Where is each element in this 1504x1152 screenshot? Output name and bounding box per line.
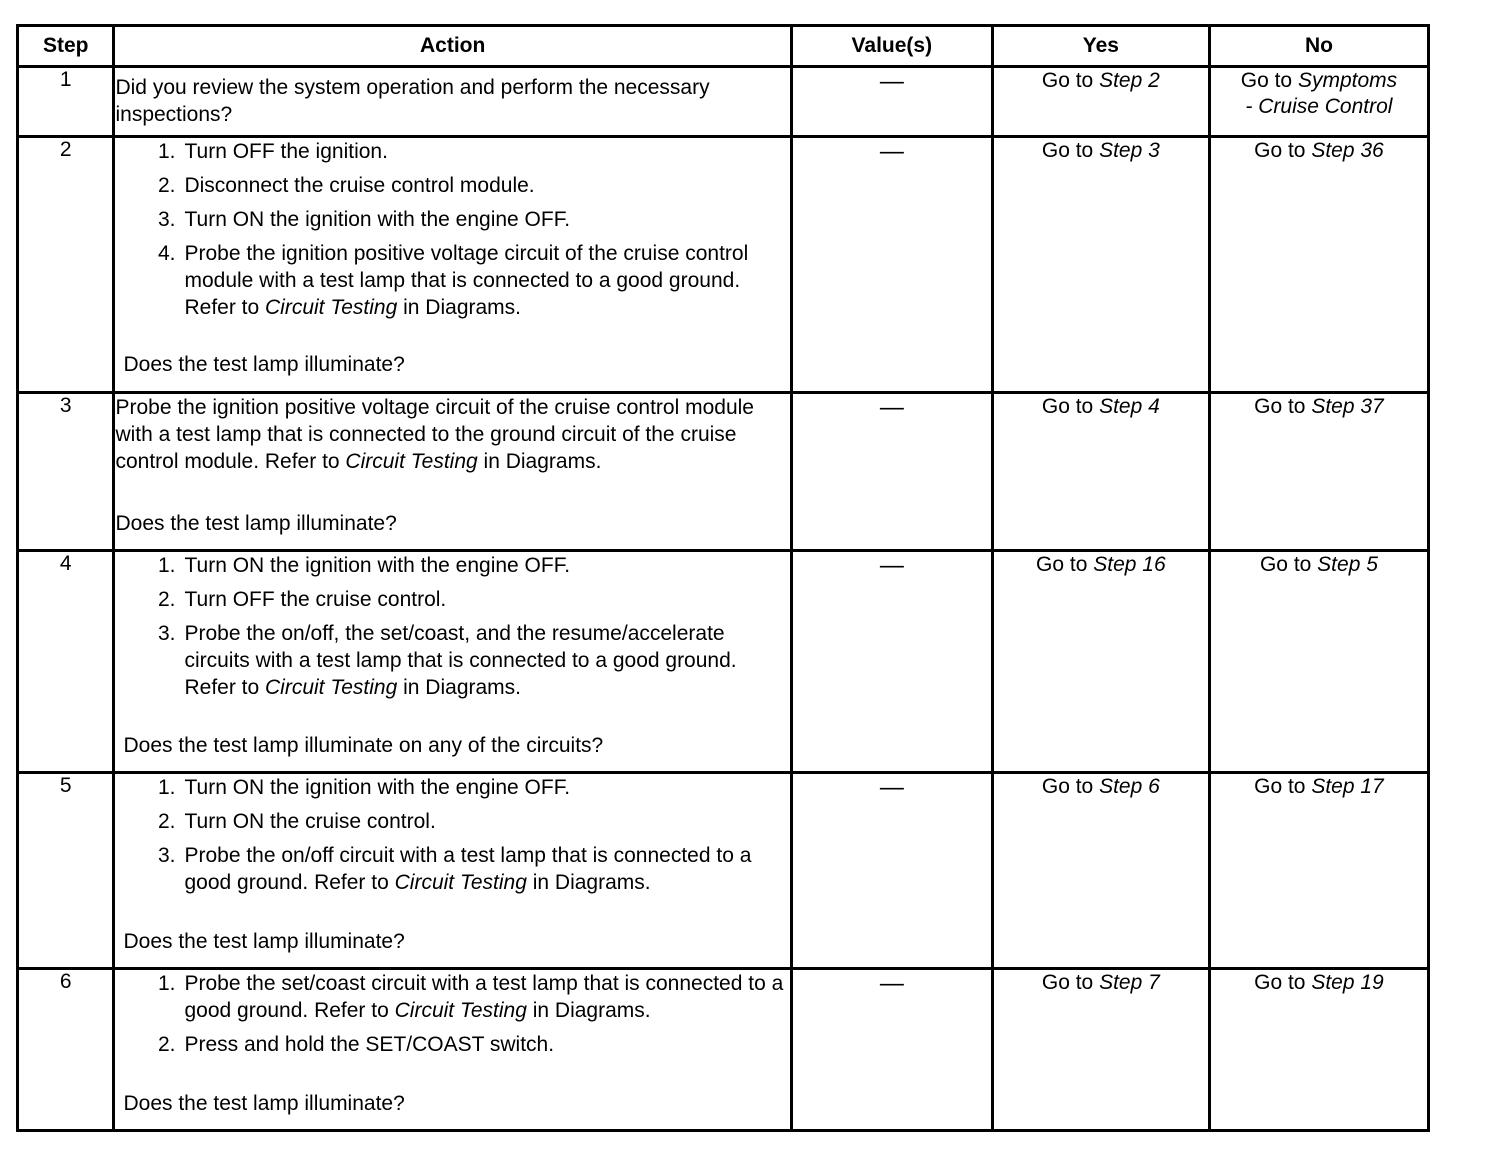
action-cell <box>114 393 791 551</box>
yes-cell: Go to Step 7 <box>992 969 1209 1131</box>
no-cell: Go to Step 5 <box>1209 551 1428 773</box>
circuit-testing-ref[interactable]: Circuit Testing <box>394 871 527 894</box>
no-cell: Go to Step 36 <box>1209 137 1428 393</box>
list-item: 1. Turn OFF the ignition. <box>157 140 388 163</box>
circuit-testing-ref[interactable]: Circuit Testing <box>265 296 398 319</box>
step-number: 1 <box>18 67 114 137</box>
action-cell <box>114 137 791 393</box>
yes-prefix: Go to <box>1041 69 1100 92</box>
yes-cell: Go to Step 6 <box>992 773 1209 969</box>
value-cell: — <box>791 969 992 1131</box>
diagnostic-table <box>16 24 1430 1132</box>
no-prefix: Go to <box>1240 69 1298 92</box>
question-text: Does the test lamp illuminate? <box>123 930 405 953</box>
yes-target-link[interactable]: Step 16 <box>1093 553 1166 576</box>
value-cell: — <box>791 551 992 773</box>
header-step: Step <box>18 26 114 67</box>
no-target-link[interactable]: Step 36 <box>1311 139 1384 162</box>
list-item: 2. Press and hold the SET/COAST switch. <box>157 1033 555 1056</box>
instruction-list <box>141 552 789 708</box>
yes-cell <box>992 67 1209 137</box>
question-text: Does the test lamp illuminate? <box>123 353 405 376</box>
value-cell: — <box>791 67 992 137</box>
yes-target-link[interactable]: Step 3 <box>1099 139 1160 162</box>
value-cell: — <box>791 393 992 551</box>
question-text: Does the test lamp illuminate on any of the circuits? <box>123 734 604 757</box>
list-item: 2. Turn ON the cruise control. <box>157 810 436 833</box>
header-action: Action <box>114 26 791 67</box>
list-item: 2. Disconnect the cruise control module. <box>157 174 535 197</box>
circuit-testing-ref[interactable]: Circuit Testing <box>265 676 398 699</box>
yes-target-link[interactable]: Step 7 <box>1099 971 1160 994</box>
no-target-link[interactable]: Step 5 <box>1317 553 1378 576</box>
step-number: 6 <box>18 969 114 1131</box>
action-cell <box>114 969 791 1131</box>
action-text: Did you review the system operation and perform the necessary inspections? <box>115 76 710 126</box>
table-row <box>18 969 1429 1131</box>
header-values: Value(s) <box>791 26 992 67</box>
list-item: 1. Turn ON the ignition with the engine OFF. <box>157 776 571 799</box>
yes-target-link[interactable]: Step 4 <box>1099 395 1160 418</box>
no-target-link[interactable]: Step 17 <box>1311 775 1384 798</box>
no-cell <box>1209 67 1428 137</box>
no-target-link[interactable]: Step 37 <box>1311 395 1384 418</box>
instruction-list <box>141 970 789 1065</box>
no-target-link-line2[interactable]: - Cruise Control <box>1245 95 1393 118</box>
table-row <box>18 137 1429 393</box>
step-number: 5 <box>18 773 114 969</box>
step-number: 3 <box>18 393 114 551</box>
yes-cell: Go to Step 16 <box>992 551 1209 773</box>
action-cell <box>114 67 791 137</box>
no-cell: Go to Step 37 <box>1209 393 1428 551</box>
yes-cell: Go to Step 4 <box>992 393 1209 551</box>
table-row <box>18 551 1429 773</box>
list-item: 2. Turn OFF the cruise control. <box>157 588 447 611</box>
instruction-list <box>141 138 789 328</box>
step-number: 2 <box>18 137 114 393</box>
table-row <box>18 393 1429 551</box>
yes-target-link[interactable]: Step 6 <box>1099 775 1160 798</box>
action-cell <box>114 773 791 969</box>
list-item: 1. Turn ON the ignition with the engine OFF. <box>157 554 571 577</box>
circuit-testing-ref[interactable]: Circuit Testing <box>394 999 527 1022</box>
value-cell: — <box>791 137 992 393</box>
header-no: No <box>1209 26 1428 67</box>
circuit-testing-ref[interactable]: Circuit Testing <box>345 450 478 473</box>
list-item: 4. Probe the ignition positive voltage circuit of the cruise control module with a test lamp that is connected to a good ground. Refer to Circuit Testing in Diagrams. <box>157 242 749 319</box>
question-text: Does the test lamp illuminate? <box>123 1092 405 1115</box>
yes-cell: Go to Step 3 <box>992 137 1209 393</box>
no-cell: Go to Step 17 <box>1209 773 1428 969</box>
list-item: 3. Probe the on/off circuit with a test lamp that is connected to a good ground. Refer to Circuit Testing in Diagrams. <box>157 844 752 894</box>
list-item: 3. Turn ON the ignition with the engine OFF. <box>157 208 571 231</box>
header-row <box>18 26 1429 67</box>
no-target-link[interactable]: Step 19 <box>1311 971 1384 994</box>
no-cell: Go to Step 19 <box>1209 969 1428 1131</box>
action-cell <box>114 551 791 773</box>
yes-target-link[interactable]: Step 2 <box>1099 69 1160 92</box>
step-number: 4 <box>18 551 114 773</box>
table-row <box>18 773 1429 969</box>
list-item: 3. Probe the on/off, the set/coast, and the resume/accelerate circuits with a test lamp that is connected to a good ground. Refer to Circuit Testing in Diagrams. <box>157 622 737 699</box>
list-item: 1. Probe the set/coast circuit with a test lamp that is connected to a good ground. Refer to Circuit Testing in Diagrams. <box>157 972 784 1022</box>
table-row <box>18 67 1429 137</box>
value-cell: — <box>791 773 992 969</box>
header-yes: Yes <box>992 26 1209 67</box>
action-text: Probe the ignition positive voltage circuit of the cruise control module with a test lamp that is connected to the ground circuit of the cruise control module. Refer to Circuit Testing in Diagrams. <box>115 396 754 473</box>
instruction-list <box>141 774 789 903</box>
no-target-link[interactable]: Symptoms <box>1297 69 1398 92</box>
question-text: Does the test lamp illuminate? <box>115 512 397 535</box>
